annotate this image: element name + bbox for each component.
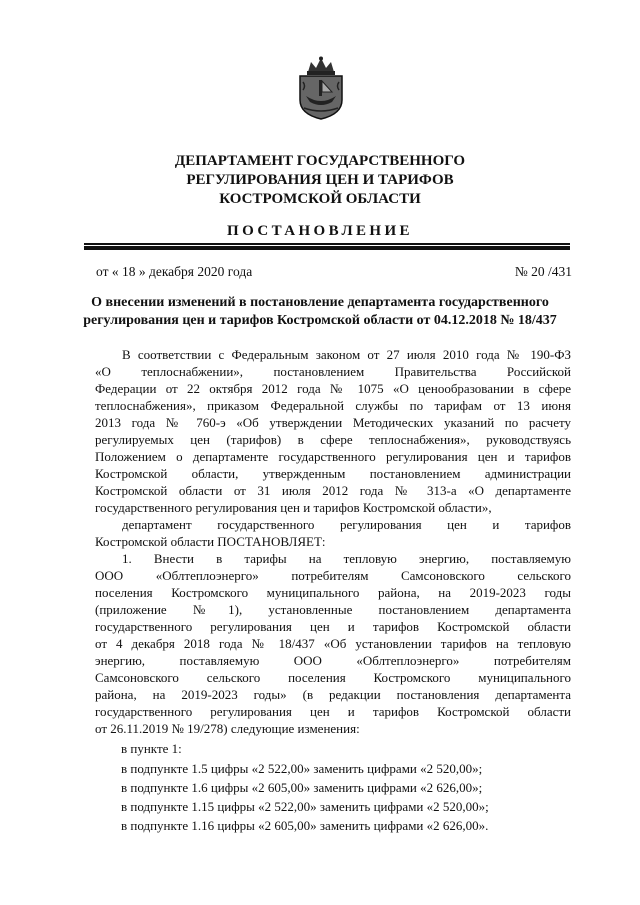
- body-line: в подпункте 1.6 цифры «2 605,00» заменить цифрами «2 626,00»;: [121, 780, 483, 795]
- body-line: государственного регулирования цен и тарифов Костромской области»,: [95, 500, 492, 515]
- body-line: (приложение №1), установленные постановлением департамента: [95, 602, 571, 617]
- date-line: [96, 264, 572, 280]
- subject-line-2: регулирования цен и тарифов Костромской области от 04.12.2018 № 18/437: [83, 313, 557, 328]
- body-line: Костромской области от 31 июля 2012 года № 313-а «О департаменте: [95, 483, 571, 498]
- kostroma-coat-of-arms-icon: [294, 56, 348, 120]
- body-line: Самсоновского сельского поселения Костромского муниципального: [95, 670, 571, 685]
- decree-title: ПОСТАНОВЛЕНИЕ: [227, 223, 413, 239]
- agency-name-line-2: РЕГУЛИРОВАНИЯ ЦЕН И ТАРИФОВ: [186, 172, 454, 188]
- body-line: 2013 года № 760-э «Об утверждении Методических указаний по расчету: [95, 415, 571, 430]
- decree-number: № 20 /431: [514, 264, 572, 279]
- body-line: Костромской области, утвержденным постановлением администрации: [95, 466, 571, 481]
- decree-date: от « 18 » декабря 2020 года: [96, 264, 253, 279]
- body-line: В соответствии с Федеральным законом от 27 июля 2010 года № 190-ФЗ: [122, 347, 571, 362]
- body-line: района, на 2019-2023 годы» (в редакции постановления департамента: [95, 687, 571, 702]
- body-line: регулируемых цен (тарифов) в сфере теплоснабжения», руководствуясь: [95, 432, 571, 447]
- body-line: департамент государственного регулирования цен и тарифов: [122, 517, 571, 532]
- body-line: в подпункте 1.15 цифры «2 522,00» заменить цифрами «2 520,00»;: [121, 799, 489, 814]
- body-line: ООО «Облтеплоэнерго» потребителям Самсоновского сельского: [95, 568, 571, 583]
- header-divider-thick: [84, 246, 570, 250]
- body-line: в подпункте 1.5 цифры «2 522,00» заменить цифрами «2 520,00»;: [121, 761, 483, 776]
- body-line: 1. Внести в тарифы на тепловую энергию, поставляемую: [122, 551, 571, 566]
- body-line: государственного регулирования цен и тарифов Костромской области: [95, 704, 571, 719]
- body-line: «О теплоснабжении», постановлением Правительства Российской: [95, 364, 571, 379]
- body-line: Положением о департаменте государственного регулирования цен и тарифов: [95, 449, 571, 464]
- body-line: в пункте 1:: [121, 741, 182, 756]
- body-line: поселения Костромского муниципального района, на 2019-2023 годы: [95, 585, 571, 600]
- agency-name-line-1: ДЕПАРТАМЕНТ ГОСУДАРСТВЕННОГО: [174, 153, 466, 169]
- subject-line-1: О внесении изменений в постановление департамента государственного: [91, 295, 549, 310]
- body-line: Костромской области ПОСТАНОВЛЯЕТ:: [95, 534, 326, 549]
- header-divider-thin: [84, 243, 570, 245]
- body-line: государственного регулирования цен и тарифов Костромской области: [95, 619, 571, 634]
- body-line: от 26.11.2019 № 19/278) следующие изменения:: [95, 721, 360, 736]
- agency-name-line-3: КОСТРОМСКОЙ ОБЛАСТИ: [219, 191, 421, 207]
- body-line: энергию, поставляемую ООО «Облтеплоэнерго» потребителям: [95, 653, 571, 668]
- body-line: теплоснабжения», приказом Федеральной службы по тарифам от 13 июня: [95, 398, 571, 413]
- body-line: в подпункте 1.16 цифры «2 605,00» заменить цифрами «2 626,00».: [121, 818, 489, 833]
- body-line: от 4 декабря 2018 года № 18/437 «Об установлении тарифов на тепловую: [95, 636, 571, 651]
- body-line: Федерации от 22 октября 2012 года № 1075 «О ценообразовании в сфере: [95, 381, 571, 396]
